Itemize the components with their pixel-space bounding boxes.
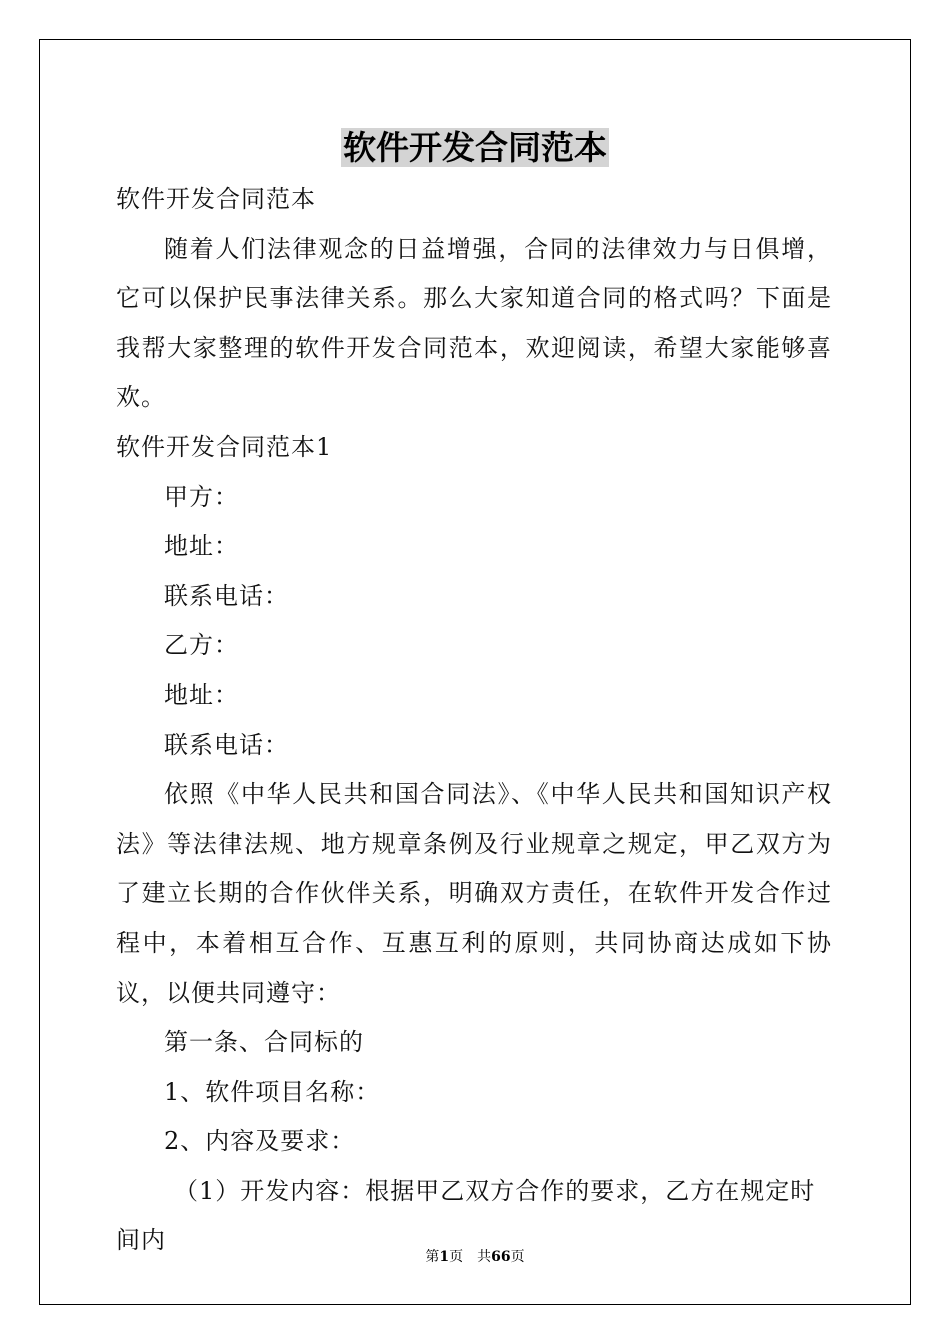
paragraph-section-title: 软件开发合同范本1 [116, 432, 333, 461]
document-body [116, 175, 832, 1266]
page-prefix: 第 [425, 1249, 440, 1265]
field-phone-a: 联系电话： [164, 581, 289, 610]
document-title: 软件开发合同范本 [343, 128, 607, 167]
page-suffix: 页 [449, 1249, 464, 1265]
clause-1-heading: 第一条、合同标的 [164, 1028, 364, 1057]
page-footer [0, 1246, 950, 1266]
clause-1-item-1: 1、软件项目名称： [164, 1077, 381, 1106]
field-party-b: 乙方： [164, 631, 239, 660]
field-address-b: 地址： [164, 680, 239, 709]
total-pages: 66 [491, 1249, 511, 1265]
field-address-a: 地址： [164, 532, 239, 561]
field-party-a: 甲方： [164, 482, 239, 511]
clause-1-item-2-sub-1: （1）开发内容：根据甲乙双方合作的要求，乙方在规定时间内 [116, 1176, 816, 1255]
page-number: 1 [439, 1249, 450, 1265]
total-prefix: 共 [477, 1249, 492, 1265]
field-phone-b: 联系电话： [164, 730, 289, 759]
clause-1-item-2: 2、内容及要求： [164, 1127, 356, 1156]
paragraph-legal-basis: 依照《中华人民共和国合同法》、《中华人民共和国知识产权法》等法律法规、地方规章条例及行业规章之规定，甲乙双方为了建立长期的合作伙伴关系，明确双方责任，在软件开发合作过程中，本着相互合作、互惠互利的原则，共同协商达成如下协议，以便共同遵守： [116, 780, 832, 1007]
paragraph-heading: 软件开发合同范本 [116, 185, 316, 213]
paragraph-intro: 随着人们法律观念的日益增强，合同的法律效力与日俱增，它可以保护民事法律关系。那么大家知道合同的格式吗？下面是我帮大家整理的软件开发合同范本，欢迎阅读，希望大家能够喜欢。 [116, 234, 832, 412]
total-suffix: 页 [510, 1249, 525, 1265]
